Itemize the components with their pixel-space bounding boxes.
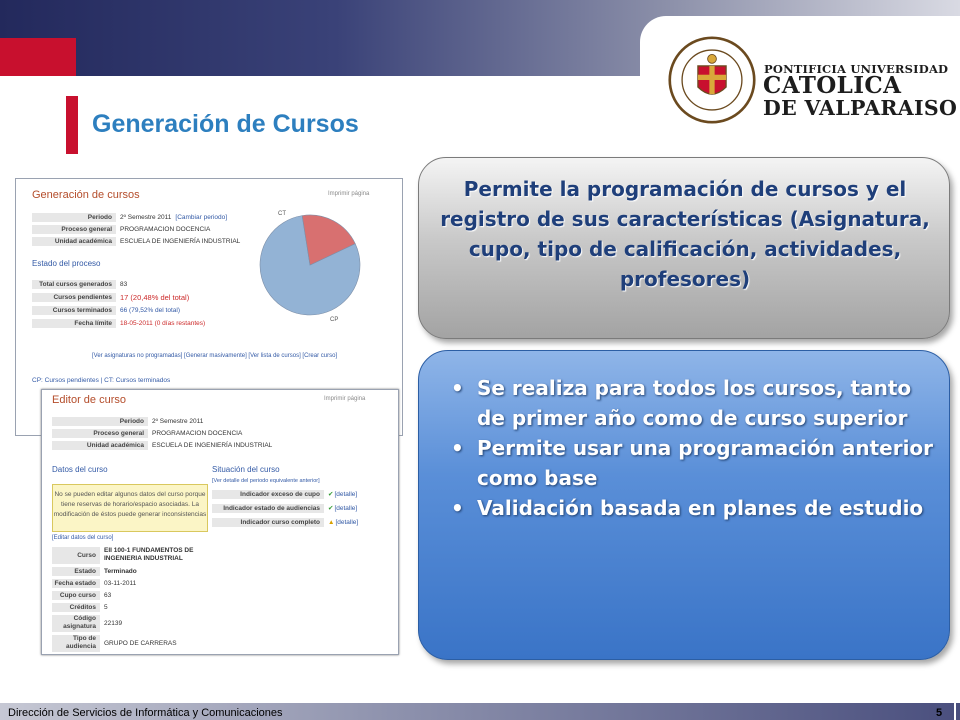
indicador-cupo-label: Indicador exceso de cupo bbox=[212, 490, 324, 499]
screenshot1-heading: Generación de cursos bbox=[32, 189, 140, 201]
footer-text: Dirección de Servicios de Informática y Comunicaciones bbox=[8, 707, 283, 719]
pendientes-row bbox=[32, 292, 189, 302]
footer-bar bbox=[0, 703, 960, 720]
fecha-limite-value: 18-05-2011 (0 días restantes) bbox=[120, 319, 206, 327]
total-value: 83 bbox=[120, 280, 128, 288]
creditos-label: Créditos bbox=[52, 603, 100, 612]
fecha-limite-label: Fecha límite bbox=[32, 319, 116, 328]
screenshot1-periodo-row bbox=[32, 212, 227, 222]
check-icon: ✔ bbox=[328, 505, 334, 512]
fecha-estado-row bbox=[52, 578, 136, 588]
indicador-audiencias-detalle[interactable]: [detalle] bbox=[334, 504, 358, 512]
unidad-label: Unidad académica bbox=[32, 237, 116, 246]
creditos-row bbox=[52, 602, 108, 612]
cupo-label: Cupo curso bbox=[52, 591, 100, 600]
estado-value: Terminado bbox=[104, 567, 137, 575]
terminados-label: Cursos terminados bbox=[32, 306, 116, 315]
status-pie-chart bbox=[250, 203, 370, 323]
feature-item bbox=[435, 373, 935, 433]
top-red-accent bbox=[0, 38, 76, 76]
university-seal-icon bbox=[668, 36, 756, 124]
university-name-line1: PONTIFICIA UNIVERSIDAD bbox=[764, 62, 949, 76]
screenshot-editor-curso bbox=[41, 389, 399, 655]
tipo-audiencia-row bbox=[52, 634, 177, 652]
warning-icon: ▲ bbox=[328, 518, 335, 526]
tipo-audiencia-value: GRUPO DE CARRERAS bbox=[104, 639, 177, 647]
screenshot2-proceso-row bbox=[52, 428, 242, 438]
feature-text: Se realiza para todos los cursos, tanto de primer año como de curso superior bbox=[477, 376, 912, 430]
slide-title: Generación de Cursos bbox=[92, 110, 359, 138]
screenshot2-print-link[interactable]: Imprimir página bbox=[324, 396, 366, 402]
pie-label-ct: CT bbox=[278, 211, 286, 217]
indicador-cupo-row bbox=[212, 489, 357, 499]
terminados-value: 66 (79,52% del total) bbox=[120, 306, 180, 314]
estado-row bbox=[52, 566, 137, 576]
bullet-icon: • bbox=[451, 496, 464, 520]
check-icon: ✔ bbox=[328, 491, 334, 498]
codigo-label: Código asignatura bbox=[52, 615, 100, 632]
pendientes-label: Cursos pendientes bbox=[32, 293, 116, 302]
indicador-completo-detalle[interactable]: [detalle] bbox=[335, 518, 359, 526]
periodo-label: Periodo bbox=[32, 213, 116, 222]
screenshot2-periodo-row bbox=[52, 416, 203, 426]
page-number: 5 bbox=[936, 707, 943, 719]
fecha-estado-label: Fecha estado bbox=[52, 579, 100, 588]
screenshot1-print-link[interactable]: Imprimir página bbox=[328, 191, 370, 197]
situacion-heading: Situación del curso bbox=[212, 465, 280, 474]
screenshot1-action-links[interactable]: [Ver asignaturas no programadas] [Generar masivamente] [Ver lista de cursos] [Crear curso] bbox=[92, 353, 338, 359]
screenshot2-heading: Editor de curso bbox=[52, 394, 126, 406]
fecha-limite-row bbox=[32, 318, 205, 328]
university-name-line2: CATOLICA bbox=[763, 72, 902, 99]
feature-item bbox=[435, 493, 935, 523]
editar-datos-link[interactable]: [Editar datos del curso] bbox=[52, 535, 114, 541]
description-callout bbox=[418, 157, 950, 339]
bullet-icon: • bbox=[451, 376, 464, 400]
indicador-completo-row bbox=[212, 517, 358, 527]
indicador-audiencias-label: Indicador estado de audiencias bbox=[212, 504, 324, 513]
title-accent-bar bbox=[66, 96, 78, 154]
editor-periodo-value: 2º Semestre 2011 bbox=[152, 417, 204, 425]
screenshot1-unidad-row bbox=[32, 236, 240, 246]
curso-label: Curso bbox=[52, 547, 100, 564]
editor-unidad-label: Unidad académica bbox=[52, 441, 148, 450]
ver-detalle-anterior-link[interactable]: [Ver detalle del periodo equivalente anterior] bbox=[212, 478, 320, 484]
feature-text: Permite usar una programación anterior como base bbox=[477, 436, 934, 490]
proceso-label: Proceso general bbox=[32, 225, 116, 234]
periodo-value: 2º Semestre 2011 bbox=[120, 213, 172, 221]
university-name-line3: DE VALPARAISO bbox=[763, 96, 958, 120]
terminados-row bbox=[32, 305, 180, 315]
screenshot2-unidad-row bbox=[52, 440, 272, 450]
cambiar-periodo-link[interactable]: [Cambiar periodo] bbox=[175, 213, 228, 221]
indicador-completo-label: Indicador curso completo bbox=[212, 518, 324, 527]
codigo-value: 22139 bbox=[104, 619, 123, 627]
creditos-value: 5 bbox=[104, 603, 108, 611]
indicador-cupo-detalle[interactable]: [detalle] bbox=[334, 490, 358, 498]
indicador-audiencias-row bbox=[212, 503, 357, 513]
tipo-audiencia-label: Tipo de audiencia bbox=[52, 635, 100, 652]
feature-item bbox=[435, 433, 935, 493]
screenshot1-proceso-row bbox=[32, 224, 210, 234]
curso-value: EII 100-1 FUNDAMENTOS DE INGENIERIA INDUSTRIAL bbox=[104, 547, 194, 562]
total-label: Total cursos generados bbox=[32, 280, 116, 289]
editor-unidad-value: ESCUELA DE INGENIERÍA INDUSTRIAL bbox=[152, 441, 273, 449]
datos-curso-heading: Datos del curso bbox=[52, 465, 108, 474]
total-row bbox=[32, 279, 127, 289]
features-callout bbox=[418, 350, 950, 660]
cupo-value: 63 bbox=[104, 591, 112, 599]
callout-text: Permite la programación de cursos y el registro de sus características (Asignatura, cupo, tipo de calificación, actividades, profesores) bbox=[440, 177, 930, 291]
editor-periodo-label: Periodo bbox=[52, 417, 148, 426]
screenshot1-legend: CP: Cursos pendientes | CT: Cursos terminados bbox=[32, 377, 171, 384]
proceso-value: PROGRAMACION DOCENCIA bbox=[120, 225, 211, 233]
cupo-row bbox=[52, 590, 111, 600]
editor-proceso-label: Proceso general bbox=[52, 429, 148, 438]
edit-warning-box: No se pueden editar algunos datos del curso porque tiene reservas de horario/espacio asociadas. La modificación de éstos puede generar inconsistencias bbox=[52, 484, 208, 532]
pie-label-cp: CP bbox=[330, 317, 339, 323]
footer-divider bbox=[954, 703, 956, 720]
unidad-value: ESCUELA DE INGENIERÍA INDUSTRIAL bbox=[120, 237, 241, 245]
pendientes-value: 17 (20,48% del total) bbox=[120, 292, 190, 302]
fecha-estado-value: 03-11-2011 bbox=[104, 579, 137, 587]
estado-heading: Estado del proceso bbox=[32, 259, 101, 268]
estado-label: Estado bbox=[52, 567, 100, 576]
codigo-row bbox=[52, 614, 122, 632]
curso-row bbox=[52, 546, 210, 564]
features-list bbox=[435, 373, 935, 523]
feature-text: Validación basada en planes de estudio bbox=[477, 496, 924, 520]
editor-proceso-value: PROGRAMACION DOCENCIA bbox=[152, 429, 243, 437]
bullet-icon: • bbox=[451, 436, 464, 460]
